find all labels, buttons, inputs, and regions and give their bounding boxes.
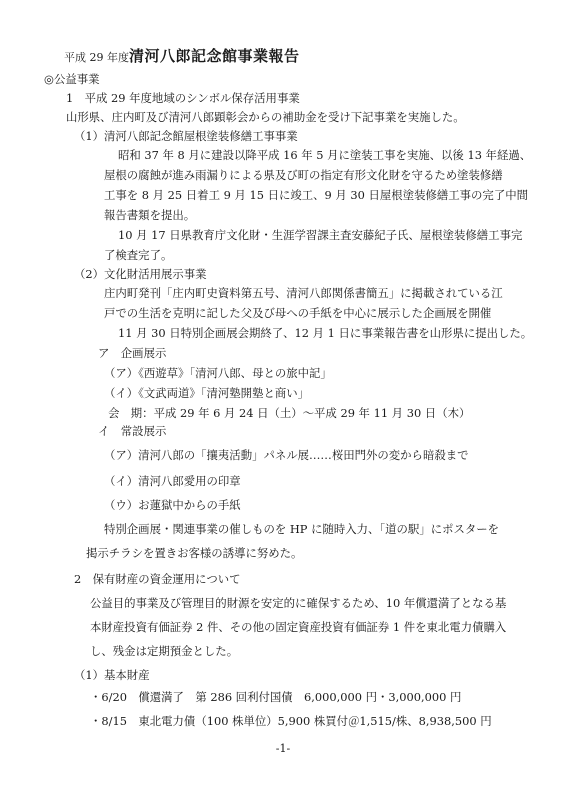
paragraph-line: 報告書類を提出。 — [104, 208, 196, 222]
paragraph-line: 山形県、庄内町及び清河八郎顕彰会からの補助金を受け下記事業を実施した。 — [66, 110, 465, 124]
sub-heading-i: イ 常設展示 — [98, 424, 167, 438]
paragraph-line: 公益目的事業及び管理目的財源を安定的に確保するため、10 年償還満了となる基 — [90, 596, 507, 610]
list-item: ・8/15 東北電力債（100 株単位）5,900 株買付＠1,515/株、8,938,500 円 — [90, 714, 492, 728]
page-title — [64, 48, 300, 66]
list-item: （イ）《文武両道》「清河塾開塾と商い」 — [104, 386, 310, 400]
page-number: -1- — [275, 742, 291, 755]
paragraph-line: 屋根の腐蝕が進み雨漏りによる県及び町の指定有形文化財を守るため塗装修繕 — [104, 168, 503, 182]
item-heading-1: 1 平成 29 年度地域のシンボル保存活用事業 — [66, 91, 300, 105]
subitem-heading-1-2: （2）文化財活用展示事業 — [74, 267, 207, 281]
list-item: ・6/20 償還満了 第 286 回利付国債 6,000,000 円・3,000,000 円 — [90, 690, 462, 704]
paragraph-line: 了検査完了。 — [104, 248, 173, 262]
paragraph-line: 本財産投資有価証券 2 件、その他の固定資産投資有価証券 1 件を東北電力債購入 — [90, 620, 507, 634]
list-item: （ア）《西遊草》「清河八郎、母との旅中記」 — [104, 366, 332, 380]
paragraph-line: 昭和 37 年 8 月に建設以降平成 16 年 5 月に塗装工事を実施、以後 13 年経過、 — [118, 148, 532, 162]
paragraph-line: 10 月 17 日県教育庁文化財・生涯学習課主査安藤紀子氏、屋根塗装修繕工事完 — [118, 228, 523, 242]
paragraph-line: 戸での生活を克明に記した父及び母への手紙を中心に展示した企画展を開催 — [104, 306, 492, 320]
paragraph-line: 工事を 8 月 25 日着工 9 月 15 日に竣工、9 月 30 日屋根塗装修繕工事の完了中間 — [104, 188, 528, 202]
list-item: （イ）清河八郎愛用の印章 — [104, 474, 241, 488]
paragraph-line: 11 月 30 日特別企画展会期終了、12 月 1 日に事業報告書を山形県に提出した。 — [118, 326, 533, 340]
list-item: （ア）清河八郎の「攘夷活動」パネル展……桜田門外の変から暗殺まで — [104, 448, 469, 462]
paragraph-line: 庄内町発刊「庄内町史資料第五号、清河八郎関係書簡五」に掲載されている江 — [104, 286, 503, 300]
paragraph-line: 掲示チラシを置きお客様の誘導に努めた。 — [86, 546, 303, 560]
subitem-heading-2-1: （1）基本財産 — [74, 668, 150, 682]
item-heading-2: 2 保有財産の資金運用について — [74, 572, 241, 586]
title-main: 清河八郎記念館事業報告 — [129, 47, 300, 65]
list-item: （ウ）お蓮獄中からの手紙 — [104, 498, 241, 512]
title-prefix: 平成 29 年度 — [64, 51, 129, 64]
paragraph-line: し、残金は定期預金とした。 — [90, 644, 239, 658]
section-heading-public: ◎公益事業 — [44, 72, 100, 86]
exhibit-period: 会 期：平成 29 年 6 月 24 日（土）～平成 29 年 11 月 30 日（木） — [108, 406, 471, 420]
paragraph-line: 特別企画展・関連事業の催しものを HP に随時入力、「道の駅」にポスターを — [104, 522, 500, 536]
subitem-heading-1-1: （1）清河八郎記念館屋根塗装修繕工事事業 — [74, 129, 298, 143]
sub-heading-a: ア 企画展示 — [98, 346, 167, 360]
